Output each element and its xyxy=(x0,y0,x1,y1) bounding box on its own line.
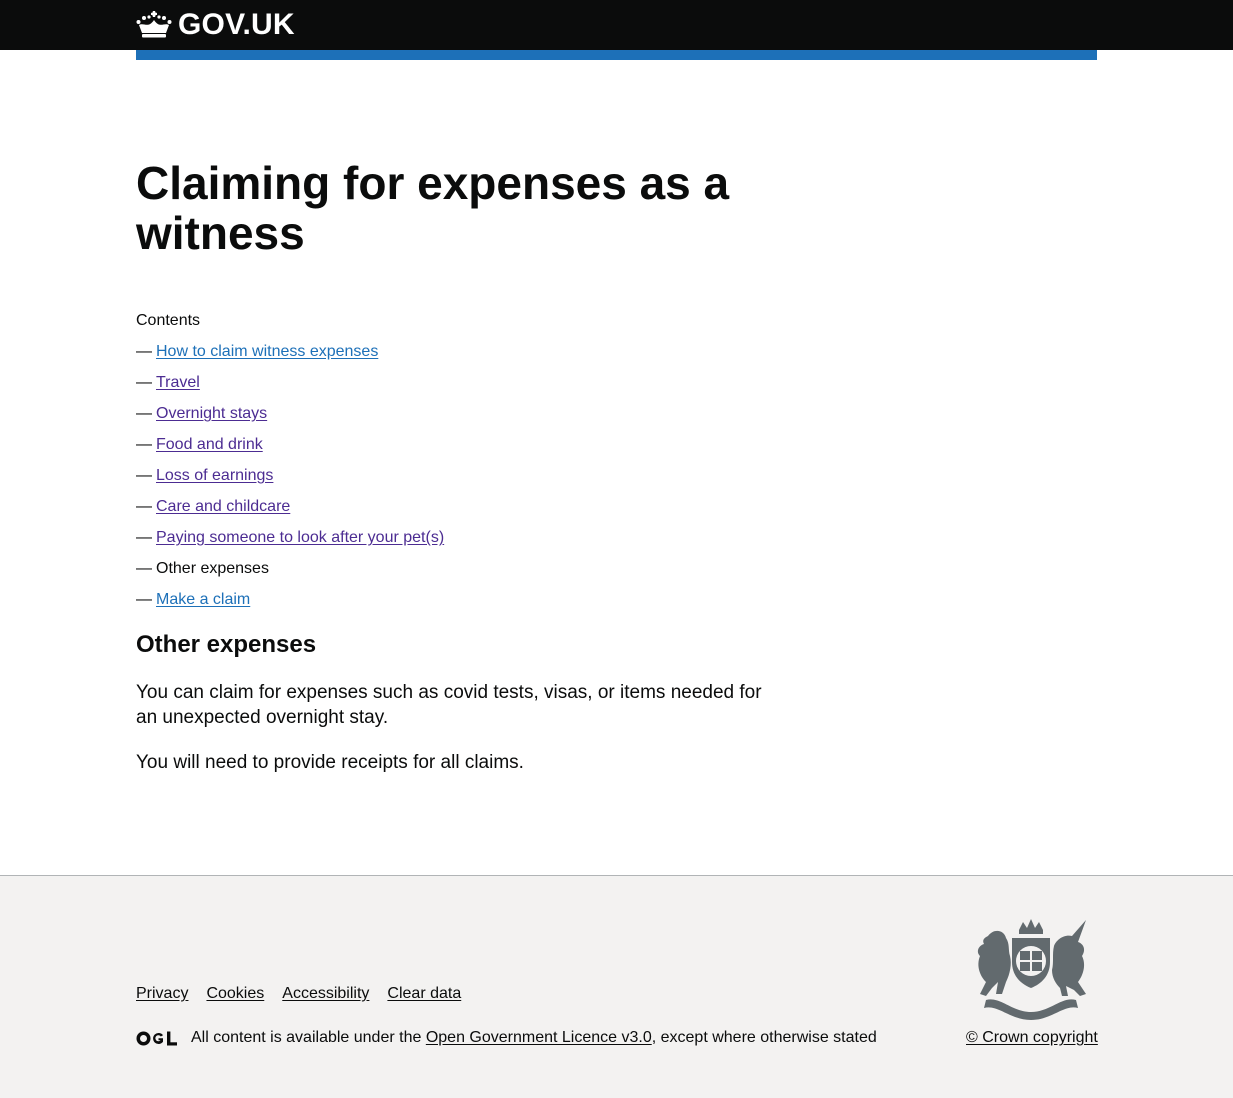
contents-label: Contents xyxy=(136,312,201,329)
contents-link-overnight-stays[interactable]: Overnight stays xyxy=(156,405,268,422)
list-dash: — xyxy=(136,405,152,422)
site-header xyxy=(0,0,1233,50)
contents-current-other-expenses: Other expenses xyxy=(156,560,269,577)
contents-item xyxy=(136,497,444,528)
ogl-logo-icon xyxy=(136,1030,178,1047)
header-accent-bar xyxy=(136,50,1097,60)
govuk-logo-link[interactable] xyxy=(136,8,295,42)
list-dash: — xyxy=(136,436,152,453)
contents-item xyxy=(136,466,444,497)
site-footer xyxy=(0,875,1233,1098)
contents-link-pet-care[interactable]: Paying someone to look after your pet(s) xyxy=(156,529,445,546)
contents-item xyxy=(136,404,444,435)
body-paragraph: You can claim for expenses such as covid tests, visas, or items needed for an unexpected overnight stay. xyxy=(136,682,762,728)
footer-link-accessibility[interactable]: Accessibility xyxy=(282,985,370,1002)
list-dash: — xyxy=(136,343,152,360)
contents-link-food-and-drink[interactable]: Food and drink xyxy=(156,436,263,453)
list-dash: — xyxy=(136,374,152,391)
contents-item xyxy=(136,590,444,621)
contents-link-how-to-claim[interactable]: How to claim witness expenses xyxy=(156,343,379,360)
footer-link-clear-data[interactable]: Clear data xyxy=(387,985,462,1002)
licence-prefix: All content is available under the xyxy=(191,1029,422,1046)
royal-coat-of-arms-icon xyxy=(966,916,1096,1020)
section-heading: Other expenses xyxy=(136,631,317,658)
list-dash: — xyxy=(136,498,152,515)
licence-suffix: , except where otherwise stated xyxy=(651,1029,877,1046)
contents-item xyxy=(136,435,444,466)
contents-link-travel[interactable]: Travel xyxy=(156,374,200,391)
contents-link-care-and-childcare[interactable]: Care and childcare xyxy=(156,498,291,515)
contents-item xyxy=(136,342,444,373)
crown-copyright-link[interactable]: © Crown copyright xyxy=(966,1029,1098,1046)
list-dash: — xyxy=(136,560,152,577)
page-title: Claiming for expenses as a witness xyxy=(136,157,730,259)
licence-link[interactable]: Open Government Licence v3.0 xyxy=(425,1029,652,1046)
contents-item xyxy=(136,528,444,559)
crown-icon xyxy=(136,11,172,39)
contents-item-current xyxy=(136,559,444,590)
licence-statement xyxy=(136,1028,877,1048)
crown-copyright xyxy=(966,1028,1098,1048)
list-dash: — xyxy=(136,467,152,484)
contents-link-make-a-claim[interactable]: Make a claim xyxy=(156,591,251,608)
contents-list xyxy=(136,342,444,621)
contents-link-loss-of-earnings[interactable]: Loss of earnings xyxy=(156,467,274,484)
footer-links xyxy=(136,984,461,1004)
body-paragraph: You will need to provide receipts for all claims. xyxy=(136,752,524,773)
footer-link-cookies[interactable]: Cookies xyxy=(206,985,265,1002)
contents-item xyxy=(136,373,444,404)
govuk-logo-text: GOV.UK xyxy=(178,8,295,41)
list-dash: — xyxy=(136,529,152,546)
footer-link-privacy[interactable]: Privacy xyxy=(136,985,189,1002)
list-dash: — xyxy=(136,591,152,608)
